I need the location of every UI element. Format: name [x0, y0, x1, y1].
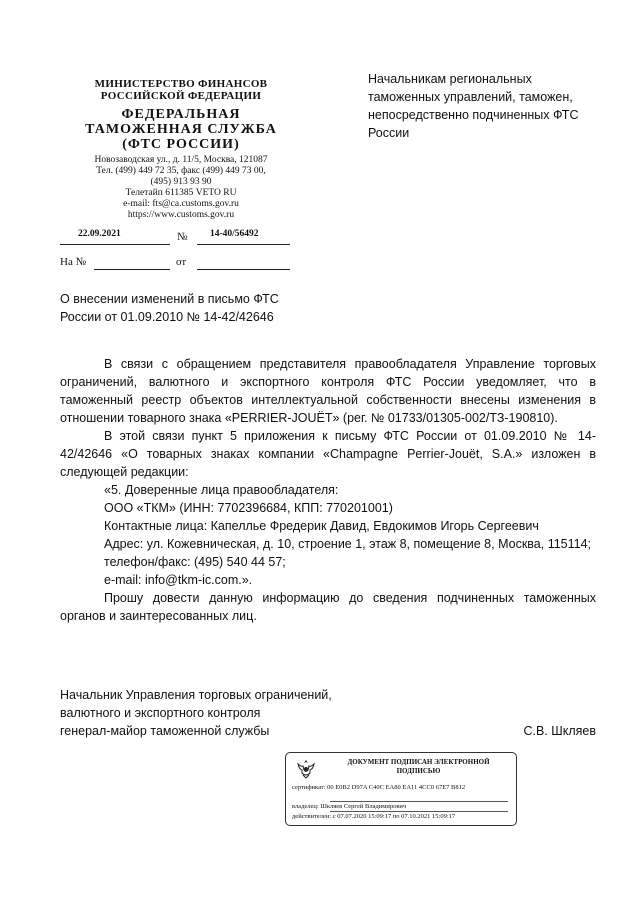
agency-contacts — [56, 155, 306, 221]
signatory-position: Начальник Управления торговых ограничений, валютного и экспортного контроля генерал-майор таможенной службы — [60, 688, 332, 738]
body-request: Прошу довести данную информацию до сведения подчиненных таможенных органов и заинтересованных лиц. — [60, 591, 596, 623]
reference-date-label: от — [176, 256, 187, 268]
signatory-name: С.В. Шкляев — [523, 724, 596, 738]
agency-teletype: Телетайп 611385 VETO RU — [125, 188, 237, 198]
body-address: Адрес: ул. Кожевническая, д. 10, строение 1, этаж 8, помещение 8, Москва, 115114; — [104, 537, 592, 551]
agency-phone-2: (495) 913 93 90 — [150, 177, 212, 187]
addressee: Начальникам региональных таможенных управлений, таможен, непосредственно подчиненных ФТС России — [368, 72, 579, 140]
number-sign: № — [177, 231, 188, 243]
body-paragraph-2: В этой связи пункт 5 приложения к письму ФТС России от 01.09.2010 № 14-42/42646 «О товарных знаках компании «Champagne Perrier-Jouët, S.A.» изложен в следующей редакции: — [60, 429, 596, 479]
registration-row — [60, 229, 300, 245]
stamp-owner: владелец: Шкляев Сергей Владимирович — [292, 803, 407, 810]
stamp-title: ДОКУМЕНТ ПОДПИСАН ЭЛЕКТРОННОЙ ПОДПИСЬЮ — [347, 758, 490, 775]
stamp-validity: действителен: с 07.07.2020 15:09:17 по 07.10.2021 15:09:17 — [292, 813, 456, 820]
electronic-signature-stamp — [285, 752, 517, 826]
body-phone: телефон/факс: (495) 540 44 57; — [104, 555, 286, 569]
date-underline — [60, 244, 170, 245]
reference-number-label: На № — [60, 256, 87, 268]
stamp-certificate: сертификат: 00 E0B2 D97A C40C EA80 EA11 4CC0 67E7 B812 — [292, 784, 466, 791]
body-email: e-mail: info@tkm-ic.com.». — [104, 573, 253, 587]
ministry-name: МИНИСТЕРСТВО ФИНАНСОВ РОССИЙСКОЙ ФЕДЕРАЦИИ — [94, 78, 268, 102]
signature-block — [60, 686, 596, 740]
registration-date: 22.09.2021 — [78, 229, 121, 239]
number-underline — [197, 244, 290, 245]
body-company: ООО «ТКМ» (ИНН: 7702396684, КПП: 770201001) — [104, 501, 393, 515]
eagle-emblem-icon — [294, 758, 318, 780]
agency-website[interactable]: https://www.customs.gov.ru — [127, 210, 235, 220]
agency-name: ФЕДЕРАЛЬНАЯ ТАМОЖЕННАЯ СЛУЖБА (ФТС РОССИИ) — [85, 107, 277, 152]
agency-phone: Тел. (499) 449 72 35, факс (499) 449 73 00, — [96, 166, 266, 176]
body-contact-persons: Контактные лица: Капеллье Фредерик Давид, Евдокимов Игорь Сергеевич — [104, 519, 539, 533]
registration-number: 14-40/56492 — [210, 229, 259, 239]
body-paragraph-1: В связи с обращением представителя правообладателя Управление торговых ограничений, валютного и экспортного контроля ФТС России уведомляет, что в таможенный реестр объектов интеллектуальной собственности внесены изменения в отношении товарного знака «PERRIER-JOUËT» (рег. № 01733/01305-002/ТЗ-190810). — [60, 357, 596, 425]
letter-body — [60, 355, 596, 625]
agency-email[interactable]: e-mail: fts@ca.customs.gov.ru — [123, 199, 239, 209]
reference-number-line — [94, 269, 170, 270]
reference-row — [60, 256, 300, 270]
letter-subject: О внесении изменений в письмо ФТС России от 01.09.2010 № 14-42/42646 — [60, 292, 279, 324]
agency-address: Новозаводская ул., д. 11/5, Москва, 121087 — [94, 155, 268, 165]
body-trusted-persons: «5. Доверенные лица правообладателя: — [104, 483, 339, 497]
reference-date-line — [197, 269, 290, 270]
